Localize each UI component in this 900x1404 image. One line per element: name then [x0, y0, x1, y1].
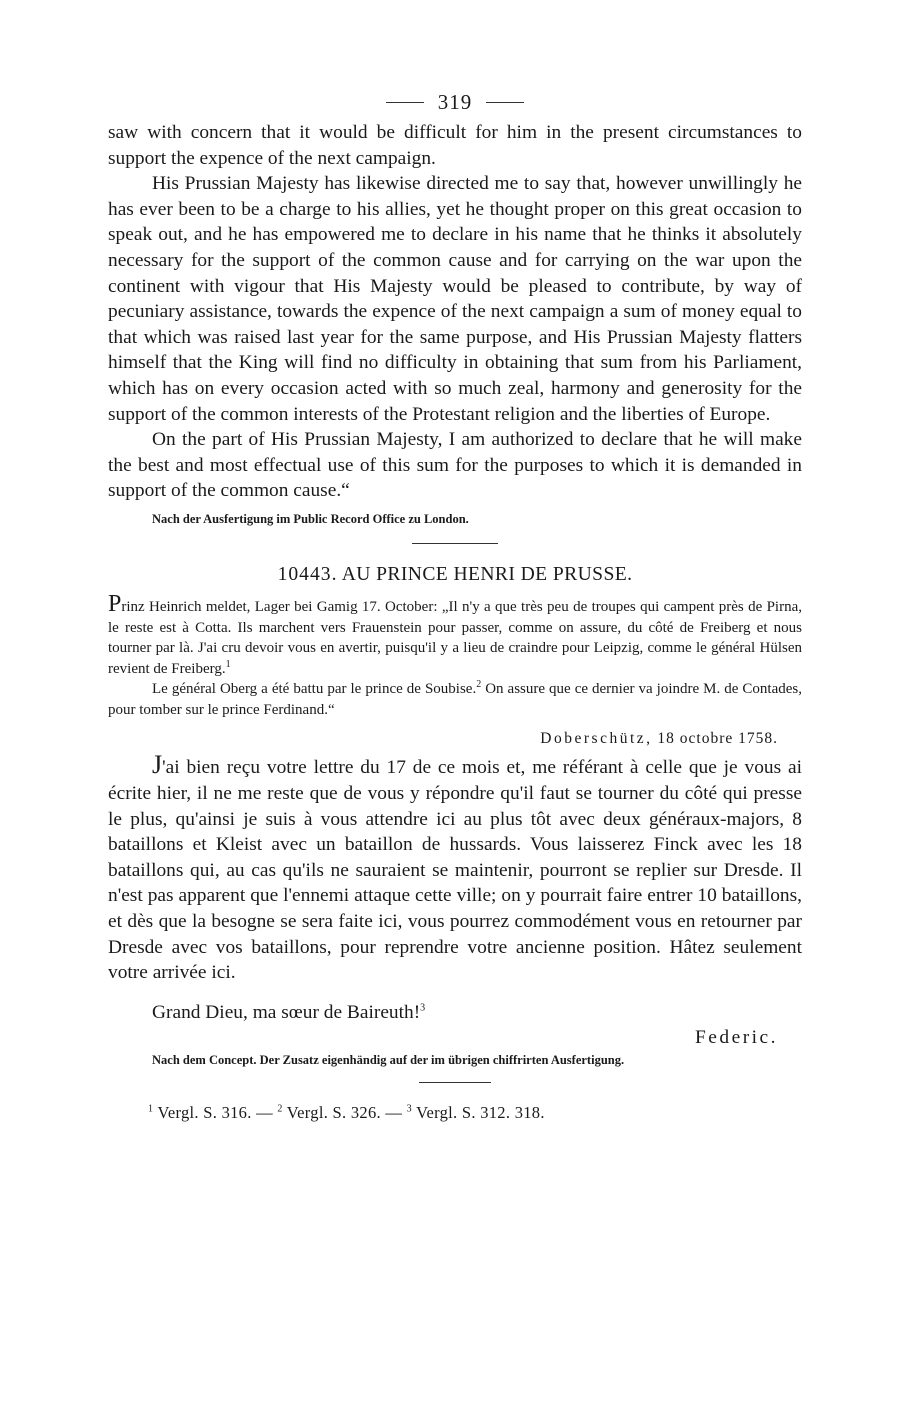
report-text-2b: On assure que ce dernier va joindre M. de Contades, pour tomber sur le prince Ferdinand.“	[108, 681, 802, 718]
continuation-paragraph: saw with concern that it would be difficult for him in the present circumstances to support the expence of the next campaign.	[108, 122, 802, 169]
footnote-mark-3: 3	[406, 1103, 412, 1115]
source-note-2: Nach dem Concept. Der Zusatz eigenhändig auf der im übrigen chiffrirten Ausfertigung.	[152, 1053, 625, 1068]
report-text-1: rinz Heinrich meldet, Lager bei Gamig 17. October: „Il n'y a que très peu de troupes qui campent près de Pirna, le reste est à Cotta. Ils marchent vers Frauenstein pour passer, comme on assure, du côté de Freiberg et nous tourner par là. J'ai cru devoir vous en avertir, puisqu'il y a lieu de craindre pour Leipzig, comme le général Hülsen revient de Freiberg.	[108, 598, 802, 677]
signature: Federic.	[695, 1027, 778, 1049]
letter-postscript	[108, 1000, 802, 1026]
section-divider	[412, 543, 498, 544]
document-page	[108, 84, 802, 1123]
footnote-ref-1: 1	[225, 658, 231, 670]
report-summary	[108, 590, 802, 721]
footnote-ref-2: 2	[476, 679, 482, 691]
dateline-date: 18 octobre 1758.	[657, 730, 778, 748]
footnote-mark-1: 1	[148, 1103, 154, 1115]
report-dropcap: P	[108, 590, 122, 617]
page-header	[108, 84, 802, 120]
letter-title: AU PRINCE HENRI DE PRUSSE.	[341, 563, 633, 585]
letter-number: 10443.	[277, 563, 338, 585]
report-paragraph-2	[108, 679, 802, 720]
postscript-text: Grand Dieu, ma sœur de Baireuth!	[152, 1001, 421, 1023]
footnotes	[148, 1103, 802, 1123]
letter-heading	[108, 562, 802, 588]
report-paragraph-1	[108, 590, 802, 679]
header-dash-right	[486, 102, 524, 103]
dateline-place: Doberschütz,	[540, 730, 653, 748]
body-paragraph-2: His Prussian Majesty has likewise directed me to say that, however unwillingly he has ever been to be a charge to his allies, yet he thought proper on this great occasion to speak out, and he has empowered me to declare in his name that he thinks it absolutely necessary for the support of the common cause and for carrying on the war upon the continent with vigour that His Majesty would be pleased to contribute, by way of pecuniary assistance, towards the expence of the next campaign a sum of money equal to that which was raised last year for the same purpose, and His Prussian Majesty flatters himself that the King will find no difficulty in obtaining that sum from his Parliament, which has on every occasion acted with so much zeal, harmony and generosity for the support of the common interests of the Protestant religion and the liberties of Europe.	[108, 173, 802, 425]
footnote-ref-3: 3	[420, 1002, 426, 1014]
page-number: 319	[437, 89, 473, 114]
source-note: Nach der Ausfertigung im Public Record Office zu London.	[152, 511, 469, 526]
header-dash-left	[386, 102, 424, 103]
footnote-2: Vergl. S. 326. —	[286, 1103, 403, 1123]
report-text-2a: Le général Oberg a été battu par le prince de Soubise.	[152, 681, 477, 698]
letter-text: 'ai bien reçu votre lettre du 17 de ce mois et, me référant à celle que je vous ai écrite hier, il ne me reste que de vous y répondre qu'il faut se tourner du côté qui presse le plus, qu'ainsi je suis à vous attendre ici au plus tôt avec deux généraux-majors, 8 bataillons et Kleist avec un bataillon de hussards. Vous laisserez Finck avec les 18 bataillons qui, au cas qu'ils ne sauraient se maintenir, pourront se replier sur Dresde. Il n'est pas apparent que l'ennemi attaque cette ville; on y pourrait faire entrer 10 bataillons, et dès que la besogne se sera faite ici, vous pourrez commodément vous en retourner par Dresde avec vos bataillons, pour reprendre votre ancienne position. Hâtez seulement votre arrivée ici.	[108, 757, 802, 984]
footnote-divider	[419, 1082, 491, 1083]
body-paragraph-3: On the part of His Prussian Majesty, I am authorized to declare that he will make the best and most effectual use of this sum for the purposes to which it is demanded in support of the common cause.“	[108, 429, 802, 502]
footnote-mark-2: 2	[277, 1103, 283, 1115]
footnote-3: Vergl. S. 312. 318.	[416, 1103, 545, 1123]
dateline	[108, 728, 778, 750]
letter-body	[108, 752, 802, 985]
footnote-1: Vergl. S. 316. —	[157, 1103, 273, 1123]
letter-dropcap: J	[152, 750, 163, 780]
